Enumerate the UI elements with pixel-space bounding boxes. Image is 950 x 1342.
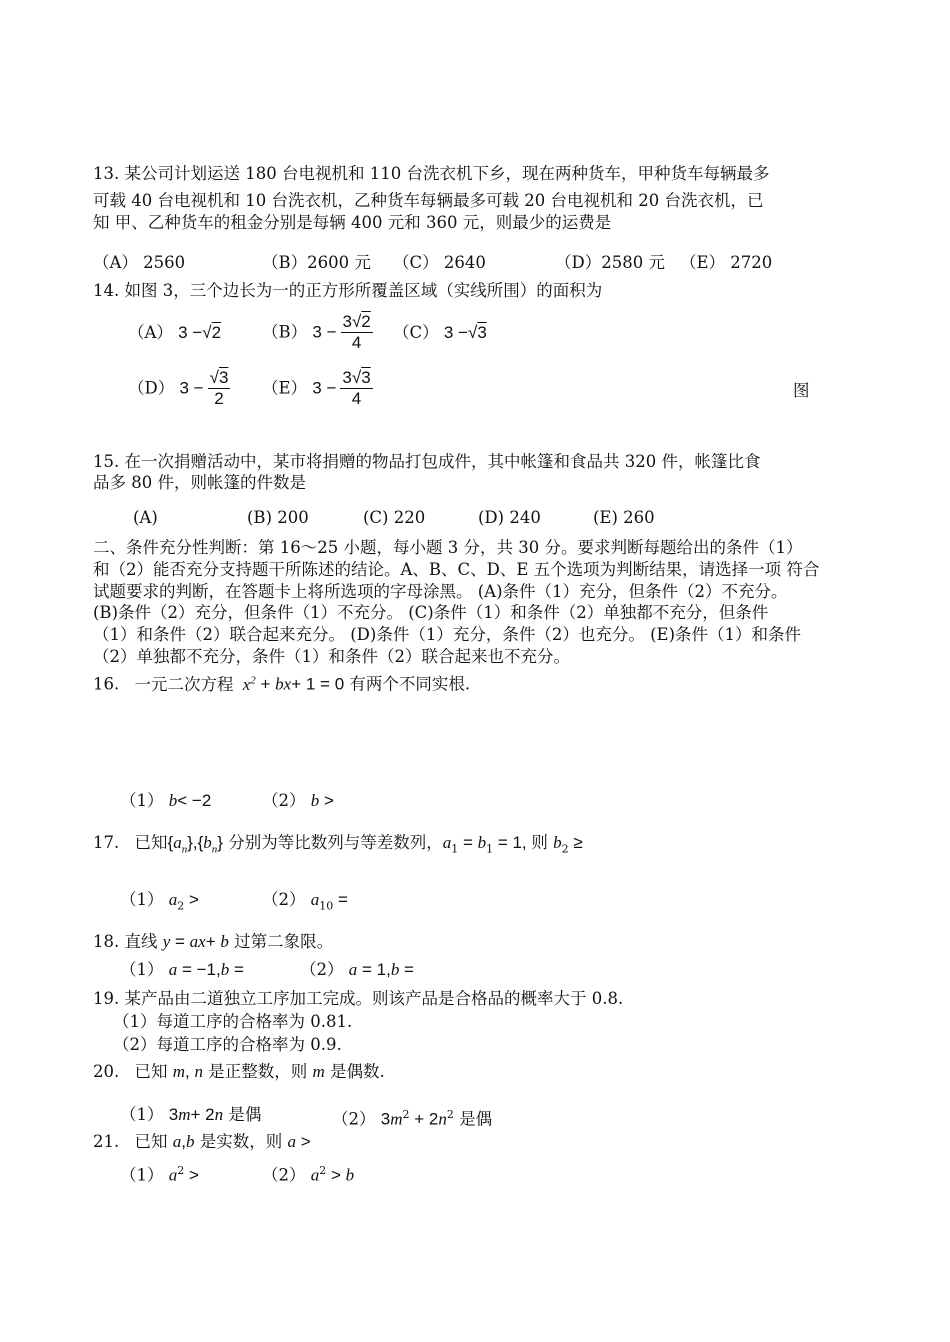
section2-line2: 和（2）能否充分支持题干所陈述的结论。A、B、C、D、E 五个选项为判断结果，请选择一项 符合 — [93, 560, 820, 579]
q20-post: 是偶数. — [330, 1062, 385, 1081]
q17-pre: 已知 — [134, 833, 168, 852]
q18-stem: 18. 直线 y = ax+ b 过第二象限。 — [93, 932, 334, 951]
q13-option-e: （E） 2720 — [680, 253, 773, 272]
q18-pre: 18. 直线 — [93, 932, 158, 951]
q17-stem: 17. 已知$\{a_n\},\{b_n\}$ 分别为等比数列与等差数列，$a_1 = b_1 = 1$, 则 $b_2$ ≥ — [93, 833, 583, 856]
q20-stem: 20. 已知 m, n 是正整数，则 m 是偶数. — [93, 1062, 385, 1081]
q21-c1-label: （1） — [120, 1165, 164, 1185]
q15-option-a: (A) — [133, 508, 158, 527]
q20-c2-label: （2） — [332, 1109, 376, 1129]
q14-option-e: （E） 3 − $\frac{3√3}{4}$ — [262, 368, 371, 408]
q17-post: 则 — [531, 833, 548, 852]
q21-stem: 21. 已知 a,b 是实数，则 a > — [93, 1132, 311, 1151]
q20-c2-post: 是偶 — [459, 1109, 493, 1129]
q15-line2: 品多 80 件，则帐篷的件数是 — [93, 473, 306, 492]
q15-option-c: (C) 220 — [363, 508, 426, 527]
q16-pre: 一元二次方程 — [134, 674, 234, 694]
q20-condition-1: （1） 3m+ 2n 是偶 — [120, 1105, 262, 1124]
q15-option-b: (B) 200 — [247, 508, 309, 527]
q18-condition-1: （1） a = −1,b = — [120, 960, 244, 979]
section2-line1: 二、条件充分性判断：第 16～25 小题，每小题 3 分，共 30 分。要求判断每题给出的条件（1） — [93, 538, 803, 557]
q13-option-a: （A） 2560 — [93, 253, 186, 272]
section2-line4: (B)条件（2）充分，但条件（1）不充分。 (C)条件（1）和条件（2）单独都不充分，但条件 — [93, 603, 769, 622]
q14-option-d: （D） 3 − $\frac{√3}{2}$ — [128, 368, 229, 408]
q19-condition-1: （1）每道工序的合格率为 0.81. — [113, 1012, 353, 1031]
q16-condition-1: （1） b< −2 — [120, 791, 212, 810]
q21-number: 21. — [93, 1132, 120, 1151]
q20-mid: 是正整数，则 — [208, 1062, 308, 1081]
q18-post: 过第二象限。 — [234, 932, 334, 951]
q14-label-d: （D） — [128, 378, 175, 398]
q14-stem: 14. 如图 3，三个边长为一的正方形所覆盖区域（实线所围）的面积为 — [93, 281, 603, 300]
q16-condition-2: （2） b > — [262, 791, 334, 810]
q16-post: 有两个不同实根. — [349, 674, 471, 694]
q13-line1: 13. 某公司计划运送 180 台电视机和 110 台洗衣机下乡，现在两种货车，甲种货车每辆最多 — [93, 164, 770, 183]
q16-c2-label: （2） — [262, 791, 306, 810]
q21-mid: 是实数，则 — [199, 1132, 283, 1151]
q18-condition-2: （2） a = 1,b = — [300, 960, 414, 979]
section2-line6: （2）单独都不充分，条件（1）和条件（2）联合起来也不充分。 — [93, 647, 570, 666]
q20-condition-2: （2） $3m^2 + 2n^2$ 是偶 — [332, 1108, 493, 1129]
section2-line3: 试题要求的判断，在答题卡上将所选项的字母涂黑。 (A)条件（1）充分，但条件（2）不充分。 — [93, 582, 788, 601]
q14-three-minus-a: 3 − — [178, 323, 203, 342]
q16-stem: 16. 一元二次方程 $x^2 + bx+ 1 = 0$ 有两个不同实根. — [93, 674, 471, 694]
q14-option-b: （B） 3 − $\frac{3√2}{4}$ — [262, 312, 371, 352]
q14-option-c: （C） 3 −√3 — [393, 323, 487, 342]
q13-option-d: （D）2580 元 — [555, 253, 665, 272]
q17-c1-label: （1） — [120, 890, 164, 909]
q16-number: 16. — [93, 674, 120, 694]
section2-line5: （1）和条件（2）联合起来充分。 (D)条件（1）充分，条件（2）也充分。 (E)条件（1）和条件 — [93, 625, 802, 644]
q20-c1-label: （1） — [120, 1105, 164, 1124]
q14-three-minus-b: 3 − — [312, 322, 337, 342]
q19-condition-2: （2）每道工序的合格率为 0.9. — [113, 1035, 342, 1054]
q13-line3: 知 甲、乙种货车的租金分别是每辆 400 元和 360 元，则最少的运费是 — [93, 213, 612, 232]
q17-mid: 分别为等比数列与等差数列， — [228, 833, 443, 852]
q21-condition-1: （1） $a^2$ > — [120, 1164, 199, 1185]
q19-stem: 19. 某产品由二道独立工序加工完成。则该产品是合格品的概率大于 0.8. — [93, 989, 624, 1008]
q13-option-c: （C） 2640 — [393, 253, 486, 272]
q20-pre: 已知 — [134, 1062, 168, 1081]
q14-option-a: （A） 3 −√2 — [128, 323, 222, 342]
q14-label-c: （C） — [393, 323, 439, 342]
q14-figure-label: 图 — [793, 381, 810, 400]
q13-option-b: （B）2600 元 — [262, 253, 371, 272]
q14-label-e: （E） — [262, 378, 308, 398]
q17-condition-2: （2） $a_{10}$ = — [262, 890, 348, 913]
q15-line1: 15. 在一次捐赠活动中，某市将捐赠的物品打包成件，其中帐篷和食品共 320 件，帐篷比食 — [93, 452, 761, 471]
q14-three-minus-e: 3 − — [312, 378, 337, 398]
q20-number: 20. — [93, 1062, 120, 1081]
q21-condition-2: （2） $a^2 > b$ — [262, 1164, 355, 1185]
q18-c2-label: （2） — [300, 960, 344, 979]
q20-c1-post: 是偶 — [228, 1105, 262, 1124]
q21-pre: 已知 — [134, 1132, 168, 1151]
q15-option-d: (D) 240 — [478, 508, 541, 527]
q14-label-b: （B） — [262, 322, 308, 342]
q15-option-e: (E) 260 — [593, 508, 655, 527]
q14-three-minus-d: 3 − — [179, 378, 204, 398]
q13-line2: 可载 40 台电视机和 10 台洗衣机，乙种货车每辆最多可载 20 台电视机和 20 台洗衣机，已 — [93, 191, 764, 210]
q17-c2-label: （2） — [262, 890, 306, 909]
q18-c1-label: （1） — [120, 960, 164, 979]
q16-c1-label: （1） — [120, 791, 164, 810]
q14-three-minus-c: 3 − — [443, 323, 468, 342]
q14-label-a: （A） — [128, 323, 173, 342]
q17-condition-1: （1） $a_2$ > — [120, 890, 199, 913]
q21-c2-label: （2） — [262, 1165, 306, 1185]
q17-number: 17. — [93, 833, 120, 852]
